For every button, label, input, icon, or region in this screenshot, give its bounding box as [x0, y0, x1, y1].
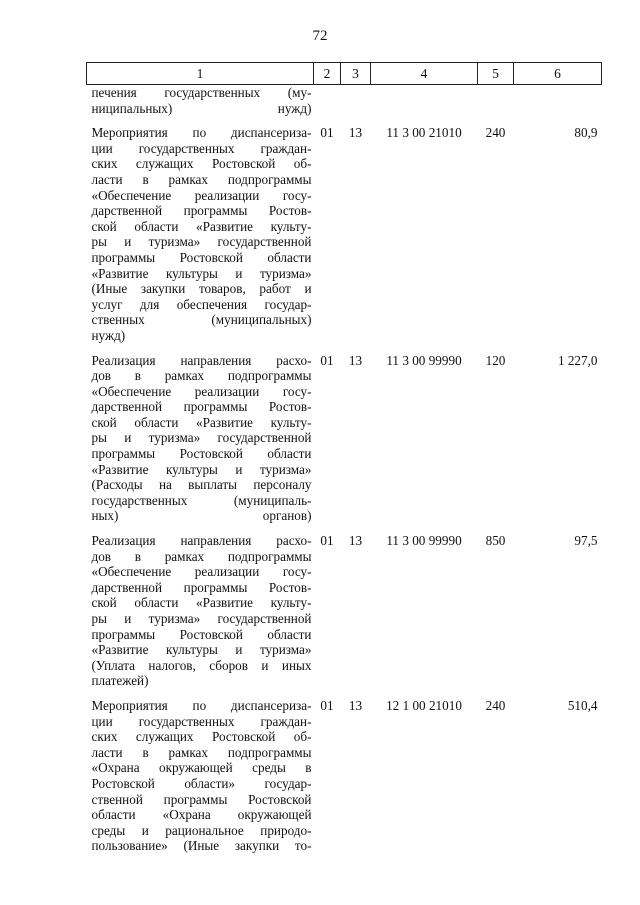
- amount-value: 510,4: [567, 697, 598, 713]
- target-article-code: 11 3 00 99990: [386, 533, 462, 549]
- description-line: «Охрана окружающей среды в: [91, 760, 312, 776]
- table-row: [87, 353, 602, 525]
- target-article-code: 12 1 00 21010: [386, 697, 462, 713]
- description-line: «Обеспечение реализации госу-: [91, 564, 312, 580]
- description-line: (Иные закупки товаров, работ и: [91, 281, 312, 297]
- description-line: области «Охрана окружающей: [91, 807, 312, 823]
- description-line: «Развитие культуры и туризма»: [91, 265, 312, 281]
- description-line: дарственной программы Ростов-: [91, 399, 312, 415]
- header-col-5: 5: [478, 63, 514, 85]
- expense-type-code: 240: [485, 125, 506, 141]
- target-article-code: [371, 85, 478, 117]
- subsection-code: 13: [348, 533, 363, 549]
- expense-type-code: 240: [485, 697, 506, 713]
- table-row: [87, 533, 602, 689]
- budget-table: [86, 62, 602, 854]
- description-line: ских служащих Ростовской об-: [91, 729, 312, 745]
- description-line: ской области «Развитие культу-: [91, 414, 312, 430]
- section-code: 01: [320, 125, 334, 141]
- section-code: [314, 85, 341, 117]
- description-line: «Развитие культуры и туризма»: [91, 642, 312, 658]
- row-description: [87, 698, 314, 854]
- subsection-code: 13: [348, 697, 363, 713]
- row-gap: [87, 344, 602, 353]
- table-row: [87, 125, 602, 343]
- header-col-1: 1: [87, 63, 314, 85]
- header-col-3: 3: [341, 63, 371, 85]
- description-line: ры и туризма» государственной: [91, 430, 312, 446]
- description-line: государственных (муниципаль-: [91, 492, 312, 508]
- description-line: дарственной программы Ростов-: [91, 203, 312, 219]
- row-gap: [87, 524, 602, 533]
- amount-value: 1 227,0: [557, 352, 598, 368]
- description-line: «Развитие культуры и туризма»: [91, 461, 312, 477]
- target-article-code: 11 3 00 99990: [386, 352, 462, 368]
- target-article-code: 11 3 00 21010: [386, 125, 462, 141]
- description-line: Мероприятия по диспансериза-: [91, 697, 312, 713]
- description-line: платежей): [91, 673, 149, 689]
- expense-type-code: 850: [485, 533, 506, 549]
- header-col-4: 4: [371, 63, 478, 85]
- header-row: [87, 63, 602, 85]
- description-line: ственной программы Ростовской: [91, 791, 312, 807]
- description-line: ской области «Развитие культу-: [91, 218, 312, 234]
- expense-type-code: 120: [485, 352, 506, 368]
- description-line: Реализация направления расхо-: [91, 352, 312, 368]
- row-gap: [87, 689, 602, 698]
- description-line: дов в рамках подпрограммы: [91, 548, 312, 564]
- header-col-2: 2: [314, 63, 341, 85]
- description-line: ской области «Развитие культу-: [91, 595, 312, 611]
- row-description: [87, 125, 314, 343]
- section-code: 01: [320, 533, 334, 549]
- description-line: ских служащих Ростовской об-: [91, 156, 312, 172]
- description-line: среды и рациональное природо-: [91, 822, 312, 838]
- description-line: программы Ростовской области: [91, 249, 312, 265]
- subsection-code: 13: [348, 352, 363, 368]
- description-line: пользование» (Иные закупки то-: [91, 838, 312, 854]
- description-line: Ростовской области» государ-: [91, 775, 312, 791]
- row-description: [87, 85, 314, 117]
- description-line: (Уплата налогов, сборов и иных: [91, 657, 312, 673]
- row-description: [87, 353, 314, 525]
- expense-type-code: [478, 85, 514, 117]
- page-number: 72: [312, 28, 328, 44]
- table-row: [87, 698, 602, 854]
- description-line: печения государственных (му-: [91, 85, 312, 100]
- description-line: ных) органов): [91, 508, 312, 524]
- description-line: дов в рамках подпрограммы: [91, 368, 312, 384]
- description-line: ры и туризма» государственной: [91, 611, 312, 626]
- row-description: [87, 533, 314, 689]
- subsection-code: 13: [348, 125, 363, 141]
- description-line: ции государственных граждан-: [91, 140, 312, 156]
- description-line: «Обеспечение реализации госу-: [91, 383, 312, 399]
- section-code: 01: [320, 352, 334, 368]
- description-line: Реализация направления расхо-: [91, 533, 312, 549]
- description-line: услуг для обеспечения государ-: [91, 296, 312, 312]
- row-gap: [87, 116, 602, 125]
- description-line: Мероприятия по диспансериза-: [91, 125, 312, 141]
- description-line: программы Ростовской области: [91, 626, 312, 642]
- header-col-6: 6: [514, 63, 602, 85]
- description-line: «Обеспечение реализации госу-: [91, 187, 312, 203]
- amount-value: 97,5: [574, 533, 598, 549]
- description-line: (Расходы на выплаты персоналу: [91, 477, 312, 493]
- description-line: ниципальных) нужд): [91, 100, 312, 116]
- description-line: ласти в рамках подпрограммы: [91, 171, 312, 187]
- description-line: ственных (муниципальных): [91, 312, 312, 328]
- amount-value: 80,9: [574, 125, 598, 141]
- description-line: ры и туризма» государственной: [91, 234, 312, 250]
- description-line: программы Ростовской области: [91, 446, 312, 462]
- description-line: ции государственных граждан-: [91, 713, 312, 729]
- description-line: ласти в рамках подпрограммы: [91, 744, 312, 760]
- table-row: [87, 85, 602, 117]
- description-line: нужд): [91, 327, 126, 343]
- amount-value: [514, 85, 602, 117]
- description-line: дарственной программы Ростов-: [91, 579, 312, 595]
- subsection-code: [341, 85, 371, 117]
- section-code: 01: [320, 697, 334, 713]
